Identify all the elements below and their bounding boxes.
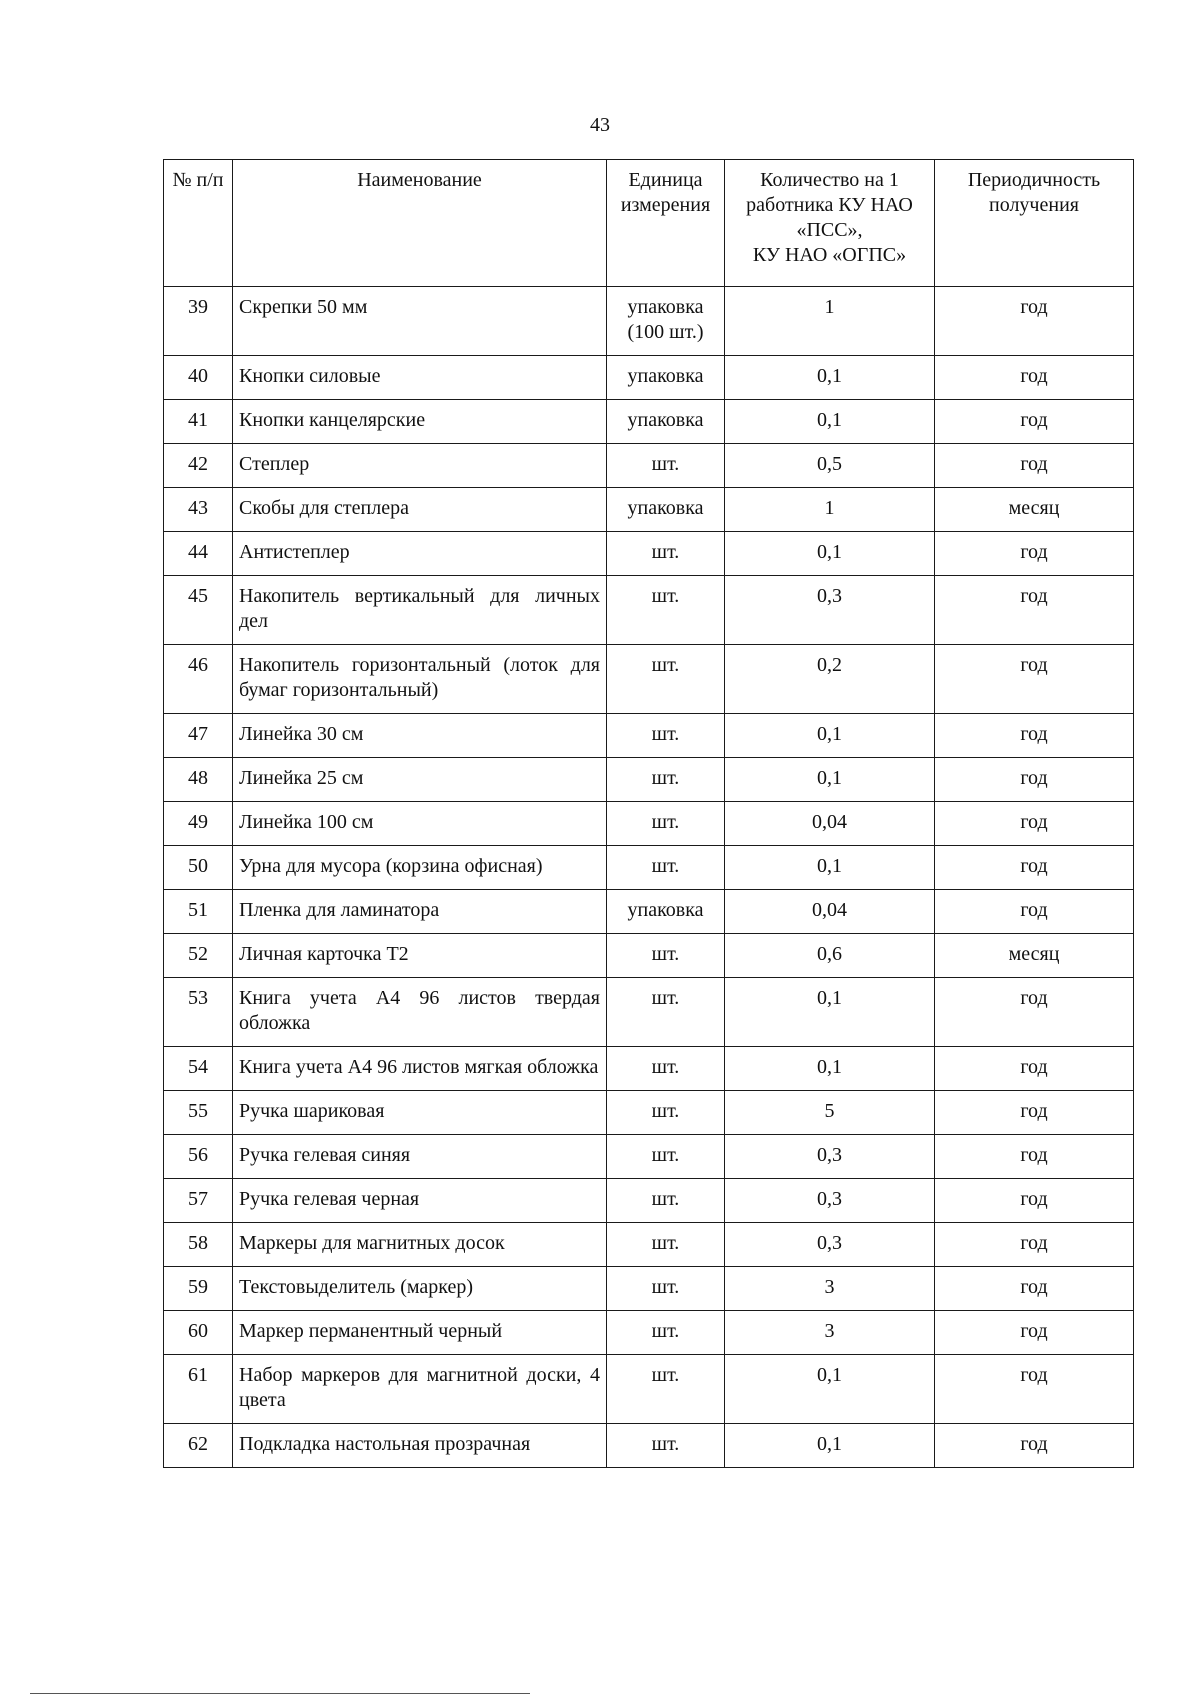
- row-number: 47: [164, 714, 233, 758]
- quantity-per-worker: 0,1: [725, 356, 935, 400]
- row-number: 60: [164, 1311, 233, 1355]
- row-number: 41: [164, 400, 233, 444]
- issue-period: год: [935, 802, 1134, 846]
- item-name: Набор маркеров для магнитной доски, 4 цвета: [233, 1355, 607, 1424]
- table-header-row: [164, 160, 1134, 287]
- issue-period: год: [935, 1311, 1134, 1355]
- row-number: 51: [164, 890, 233, 934]
- item-name: Накопитель горизонтальный (лоток для бумаг горизонтальный): [233, 645, 607, 714]
- item-name: Степлер: [233, 444, 607, 488]
- table-row: [164, 400, 1134, 444]
- unit-of-measure: упаковка: [607, 400, 725, 444]
- row-number: 55: [164, 1091, 233, 1135]
- row-number: 56: [164, 1135, 233, 1179]
- row-number: 43: [164, 488, 233, 532]
- table-row: [164, 978, 1134, 1047]
- table-row: [164, 488, 1134, 532]
- header-period-line: Периодичность: [967, 169, 1101, 191]
- unit-of-measure: шт.: [607, 645, 725, 714]
- issue-period: месяц: [935, 488, 1134, 532]
- table-row: [164, 1091, 1134, 1135]
- quantity-per-worker: 0,3: [725, 1135, 935, 1179]
- table-row: [164, 1424, 1134, 1468]
- item-name: Кнопки канцелярские: [233, 400, 607, 444]
- unit-of-measure: упаковка: [607, 356, 725, 400]
- unit-of-measure: шт.: [607, 1424, 725, 1468]
- unit-of-measure: шт.: [607, 1179, 725, 1223]
- item-name: Пленка для ламинатора: [233, 890, 607, 934]
- item-name: Ручка гелевая синяя: [233, 1135, 607, 1179]
- item-name: Подкладка настольная прозрачная: [233, 1424, 607, 1468]
- unit-of-measure: шт.: [607, 978, 725, 1047]
- quantity-per-worker: 0,6: [725, 934, 935, 978]
- row-number: 50: [164, 846, 233, 890]
- row-number: 61: [164, 1355, 233, 1424]
- table-row: [164, 576, 1134, 645]
- quantity-per-worker: 0,1: [725, 1424, 935, 1468]
- header-name: Наименование: [233, 160, 607, 287]
- unit-of-measure: шт.: [607, 576, 725, 645]
- issue-period: год: [935, 1355, 1134, 1424]
- table-row: [164, 758, 1134, 802]
- quantity-per-worker: 0,2: [725, 645, 935, 714]
- unit-of-measure: шт.: [607, 1135, 725, 1179]
- table-row: [164, 645, 1134, 714]
- header-qty-line: КУ НАО «ОГПС»: [752, 244, 907, 266]
- table-row: [164, 444, 1134, 488]
- quantity-per-worker: 0,04: [725, 802, 935, 846]
- issue-period: год: [935, 645, 1134, 714]
- row-number: 53: [164, 978, 233, 1047]
- quantity-per-worker: 0,1: [725, 758, 935, 802]
- header-qty-line: работника КУ НАО: [746, 194, 913, 216]
- table-row: [164, 802, 1134, 846]
- table-row: [164, 846, 1134, 890]
- quantity-per-worker: 3: [725, 1311, 935, 1355]
- table-row: [164, 714, 1134, 758]
- item-name: Книга учета А4 96 листов твердая обложка: [233, 978, 607, 1047]
- unit-of-measure: шт.: [607, 1091, 725, 1135]
- issue-period: год: [935, 1091, 1134, 1135]
- issue-period: год: [935, 846, 1134, 890]
- header-unit: [607, 160, 725, 287]
- table-row: [164, 1223, 1134, 1267]
- unit-of-measure: упаковка: [607, 488, 725, 532]
- row-number: 58: [164, 1223, 233, 1267]
- issue-period: год: [935, 758, 1134, 802]
- issue-period: месяц: [935, 934, 1134, 978]
- quantity-per-worker: 1: [725, 488, 935, 532]
- issue-period: год: [935, 890, 1134, 934]
- issue-period: год: [935, 1223, 1134, 1267]
- unit-of-measure: шт.: [607, 444, 725, 488]
- quantity-per-worker: 0,1: [725, 400, 935, 444]
- supplies-table: [163, 159, 1134, 1468]
- quantity-per-worker: 0,3: [725, 576, 935, 645]
- table-row: [164, 1311, 1134, 1355]
- header-qty-line: «ПСС»,: [796, 219, 863, 241]
- issue-period: год: [935, 1179, 1134, 1223]
- item-name: Книга учета А4 96 листов мягкая обложка: [233, 1047, 607, 1091]
- quantity-per-worker: 0,1: [725, 1355, 935, 1424]
- item-name: Урна для мусора (корзина офисная): [233, 846, 607, 890]
- issue-period: год: [935, 714, 1134, 758]
- issue-period: год: [935, 287, 1134, 356]
- item-name: Маркер перманентный черный: [233, 1311, 607, 1355]
- unit-of-measure: шт.: [607, 714, 725, 758]
- table-row: [164, 1179, 1134, 1223]
- quantity-per-worker: 0,5: [725, 444, 935, 488]
- row-number: 52: [164, 934, 233, 978]
- table-row: [164, 934, 1134, 978]
- issue-period: год: [935, 1047, 1134, 1091]
- header-qty: [725, 160, 935, 287]
- unit-of-measure: шт.: [607, 1355, 725, 1424]
- unit-of-measure: упаковка: [607, 890, 725, 934]
- header-unit-line: измерения: [620, 194, 711, 216]
- item-name: Личная карточка Т2: [233, 934, 607, 978]
- row-number: 46: [164, 645, 233, 714]
- row-number: 59: [164, 1267, 233, 1311]
- item-name: Накопитель вертикальный для личных дел: [233, 576, 607, 645]
- issue-period: год: [935, 532, 1134, 576]
- unit-of-measure: шт.: [607, 846, 725, 890]
- item-name: Маркеры для магнитных досок: [233, 1223, 607, 1267]
- issue-period: год: [935, 1135, 1134, 1179]
- table-row: [164, 1135, 1134, 1179]
- item-name: Ручка шариковая: [233, 1091, 607, 1135]
- row-number: 44: [164, 532, 233, 576]
- row-number: 48: [164, 758, 233, 802]
- table-row: [164, 287, 1134, 356]
- item-name: Ручка гелевая черная: [233, 1179, 607, 1223]
- issue-period: год: [935, 356, 1134, 400]
- header-num: № п/п: [164, 160, 233, 287]
- header-period-line: получения: [989, 194, 1079, 216]
- row-number: 42: [164, 444, 233, 488]
- table-row: [164, 1355, 1134, 1424]
- unit-of-measure: шт.: [607, 934, 725, 978]
- unit-of-measure: шт.: [607, 1047, 725, 1091]
- quantity-per-worker: 0,1: [725, 532, 935, 576]
- table-row: [164, 532, 1134, 576]
- item-name: Линейка 30 см: [233, 714, 607, 758]
- table-row: [164, 890, 1134, 934]
- header-period: [935, 160, 1134, 287]
- row-number: 62: [164, 1424, 233, 1468]
- quantity-per-worker: 0,1: [725, 846, 935, 890]
- unit-of-measure: шт.: [607, 532, 725, 576]
- bottom-rule: [30, 1693, 530, 1694]
- quantity-per-worker: 0,1: [725, 714, 935, 758]
- row-number: 40: [164, 356, 233, 400]
- item-name: Антистеплер: [233, 532, 607, 576]
- quantity-per-worker: 0,1: [725, 978, 935, 1047]
- row-number: 54: [164, 1047, 233, 1091]
- item-name: Скобы для степлера: [233, 488, 607, 532]
- issue-period: год: [935, 444, 1134, 488]
- table-row: [164, 1267, 1134, 1311]
- issue-period: год: [935, 576, 1134, 645]
- item-name: Скрепки 50 мм: [233, 287, 607, 356]
- quantity-per-worker: 1: [725, 287, 935, 356]
- unit-of-measure: шт.: [607, 1311, 725, 1355]
- item-name: Текстовыделитель (маркер): [233, 1267, 607, 1311]
- unit-of-measure: шт.: [607, 1223, 725, 1267]
- header-qty-line: Количество на 1: [760, 169, 899, 191]
- item-name: Линейка 25 см: [233, 758, 607, 802]
- quantity-per-worker: 5: [725, 1091, 935, 1135]
- item-name: Линейка 100 см: [233, 802, 607, 846]
- item-name: Кнопки силовые: [233, 356, 607, 400]
- issue-period: год: [935, 978, 1134, 1047]
- page-number: 43: [590, 114, 610, 136]
- unit-of-measure: упаковка (100 шт.): [607, 287, 725, 356]
- unit-of-measure: шт.: [607, 1267, 725, 1311]
- quantity-per-worker: 0,3: [725, 1223, 935, 1267]
- issue-period: год: [935, 1267, 1134, 1311]
- quantity-per-worker: 3: [725, 1267, 935, 1311]
- header-unit-line: Единица: [628, 169, 703, 191]
- unit-of-measure: шт.: [607, 802, 725, 846]
- table-row: [164, 356, 1134, 400]
- unit-of-measure: шт.: [607, 758, 725, 802]
- quantity-per-worker: 0,3: [725, 1179, 935, 1223]
- issue-period: год: [935, 1424, 1134, 1468]
- row-number: 49: [164, 802, 233, 846]
- row-number: 39: [164, 287, 233, 356]
- quantity-per-worker: 0,1: [725, 1047, 935, 1091]
- issue-period: год: [935, 400, 1134, 444]
- row-number: 57: [164, 1179, 233, 1223]
- table-row: [164, 1047, 1134, 1091]
- quantity-per-worker: 0,04: [725, 890, 935, 934]
- row-number: 45: [164, 576, 233, 645]
